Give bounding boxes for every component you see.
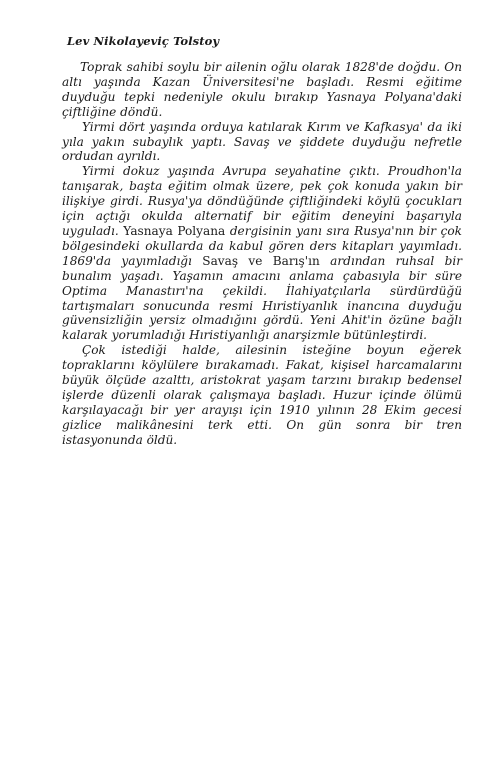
- bio-paragraph-1: Toprak sahibi soylu bir ailenin oğlu olarak 1828'de doğdu. On altı yaşında Kazan Üniversitesi'ne başladı. Resmi eğitime duyduğu tepki nedeniyle okulu bırakıp Yasnaya Polyana'daki çiftliğine döndü.: [62, 60, 462, 119]
- bio-paragraph-3-part-1: Yirmi dokuz yaşında Avrupa seyahatine çıktı. Proudhon'la tanışarak, başta eğitim olmak üzere, pek çok konuda yakın bir ilişkiye girdi. Rusya'ya döndüğünde çiftliğindeki köylü çocukları için açtığı okulda alternatif bir eğitim deneyini başarıyla uyguladı.: [62, 164, 462, 238]
- bio-paragraph-3: [62, 164, 462, 343]
- book-title-baris: Barış'ın: [272, 253, 320, 268]
- bio-paragraph-3-part-3: ardından ruhsal bir bunalım yaşadı. Yaşamın amacını anlama çabasıyla bir süre Optima Manastırı'na çekildi. İlahiyatçılarla sürdürdüğü tartışmaları sonucunda resmi Hıristiyanlık inancına duyduğu güvensizliğin yersiz olmadığını gördü. Yeni Ahit'in özüne bağlı kalarak yorumladığı Hıristiyanlığı anarşizmle bütünleştirdi.: [62, 253, 462, 343]
- bio-paragraph-3-part-2: dergisinin yanı sıra Rusya'nın bir çok bölgesindeki okullarda da kabul gören ders kitapları yayımladı. 1869'da yayımladığı: [62, 223, 462, 268]
- book-title-ve: ve: [248, 253, 263, 268]
- book-title-savas: Savaş: [202, 253, 239, 268]
- author-biography: [62, 60, 462, 448]
- bio-paragraph-4: Çok istediği halde, ailesinin isteğine boyun eğerek topraklarını köylülere bırakamadı. Fakat, kişisel harcamalarını büyük ölçüde azalttı, aristokrat yaşam tarzını bırakıp bedensel işlerde düzenli olarak çalışmaya başladı. Huzur içinde ölümü karşılayacağı bir yer arayışı için 1910 yılının 28 Ekim gecesi gizlice malikânesini terk etti. On gün sonra bir tren istasyonunda öldü.: [62, 343, 462, 447]
- book-title-yasnaya-polyana: Yasnaya Polyana: [123, 223, 226, 238]
- author-name-heading: Lev Nikolayeviç Tolstoy: [67, 34, 220, 48]
- bio-paragraph-2: Yirmi dört yaşında orduya katılarak Kırım ve Kafkasya' da iki yıla yakın subaylık yaptı. Savaş ve şiddete duyduğu nefretle ordudan ayrıldı.: [62, 119, 462, 164]
